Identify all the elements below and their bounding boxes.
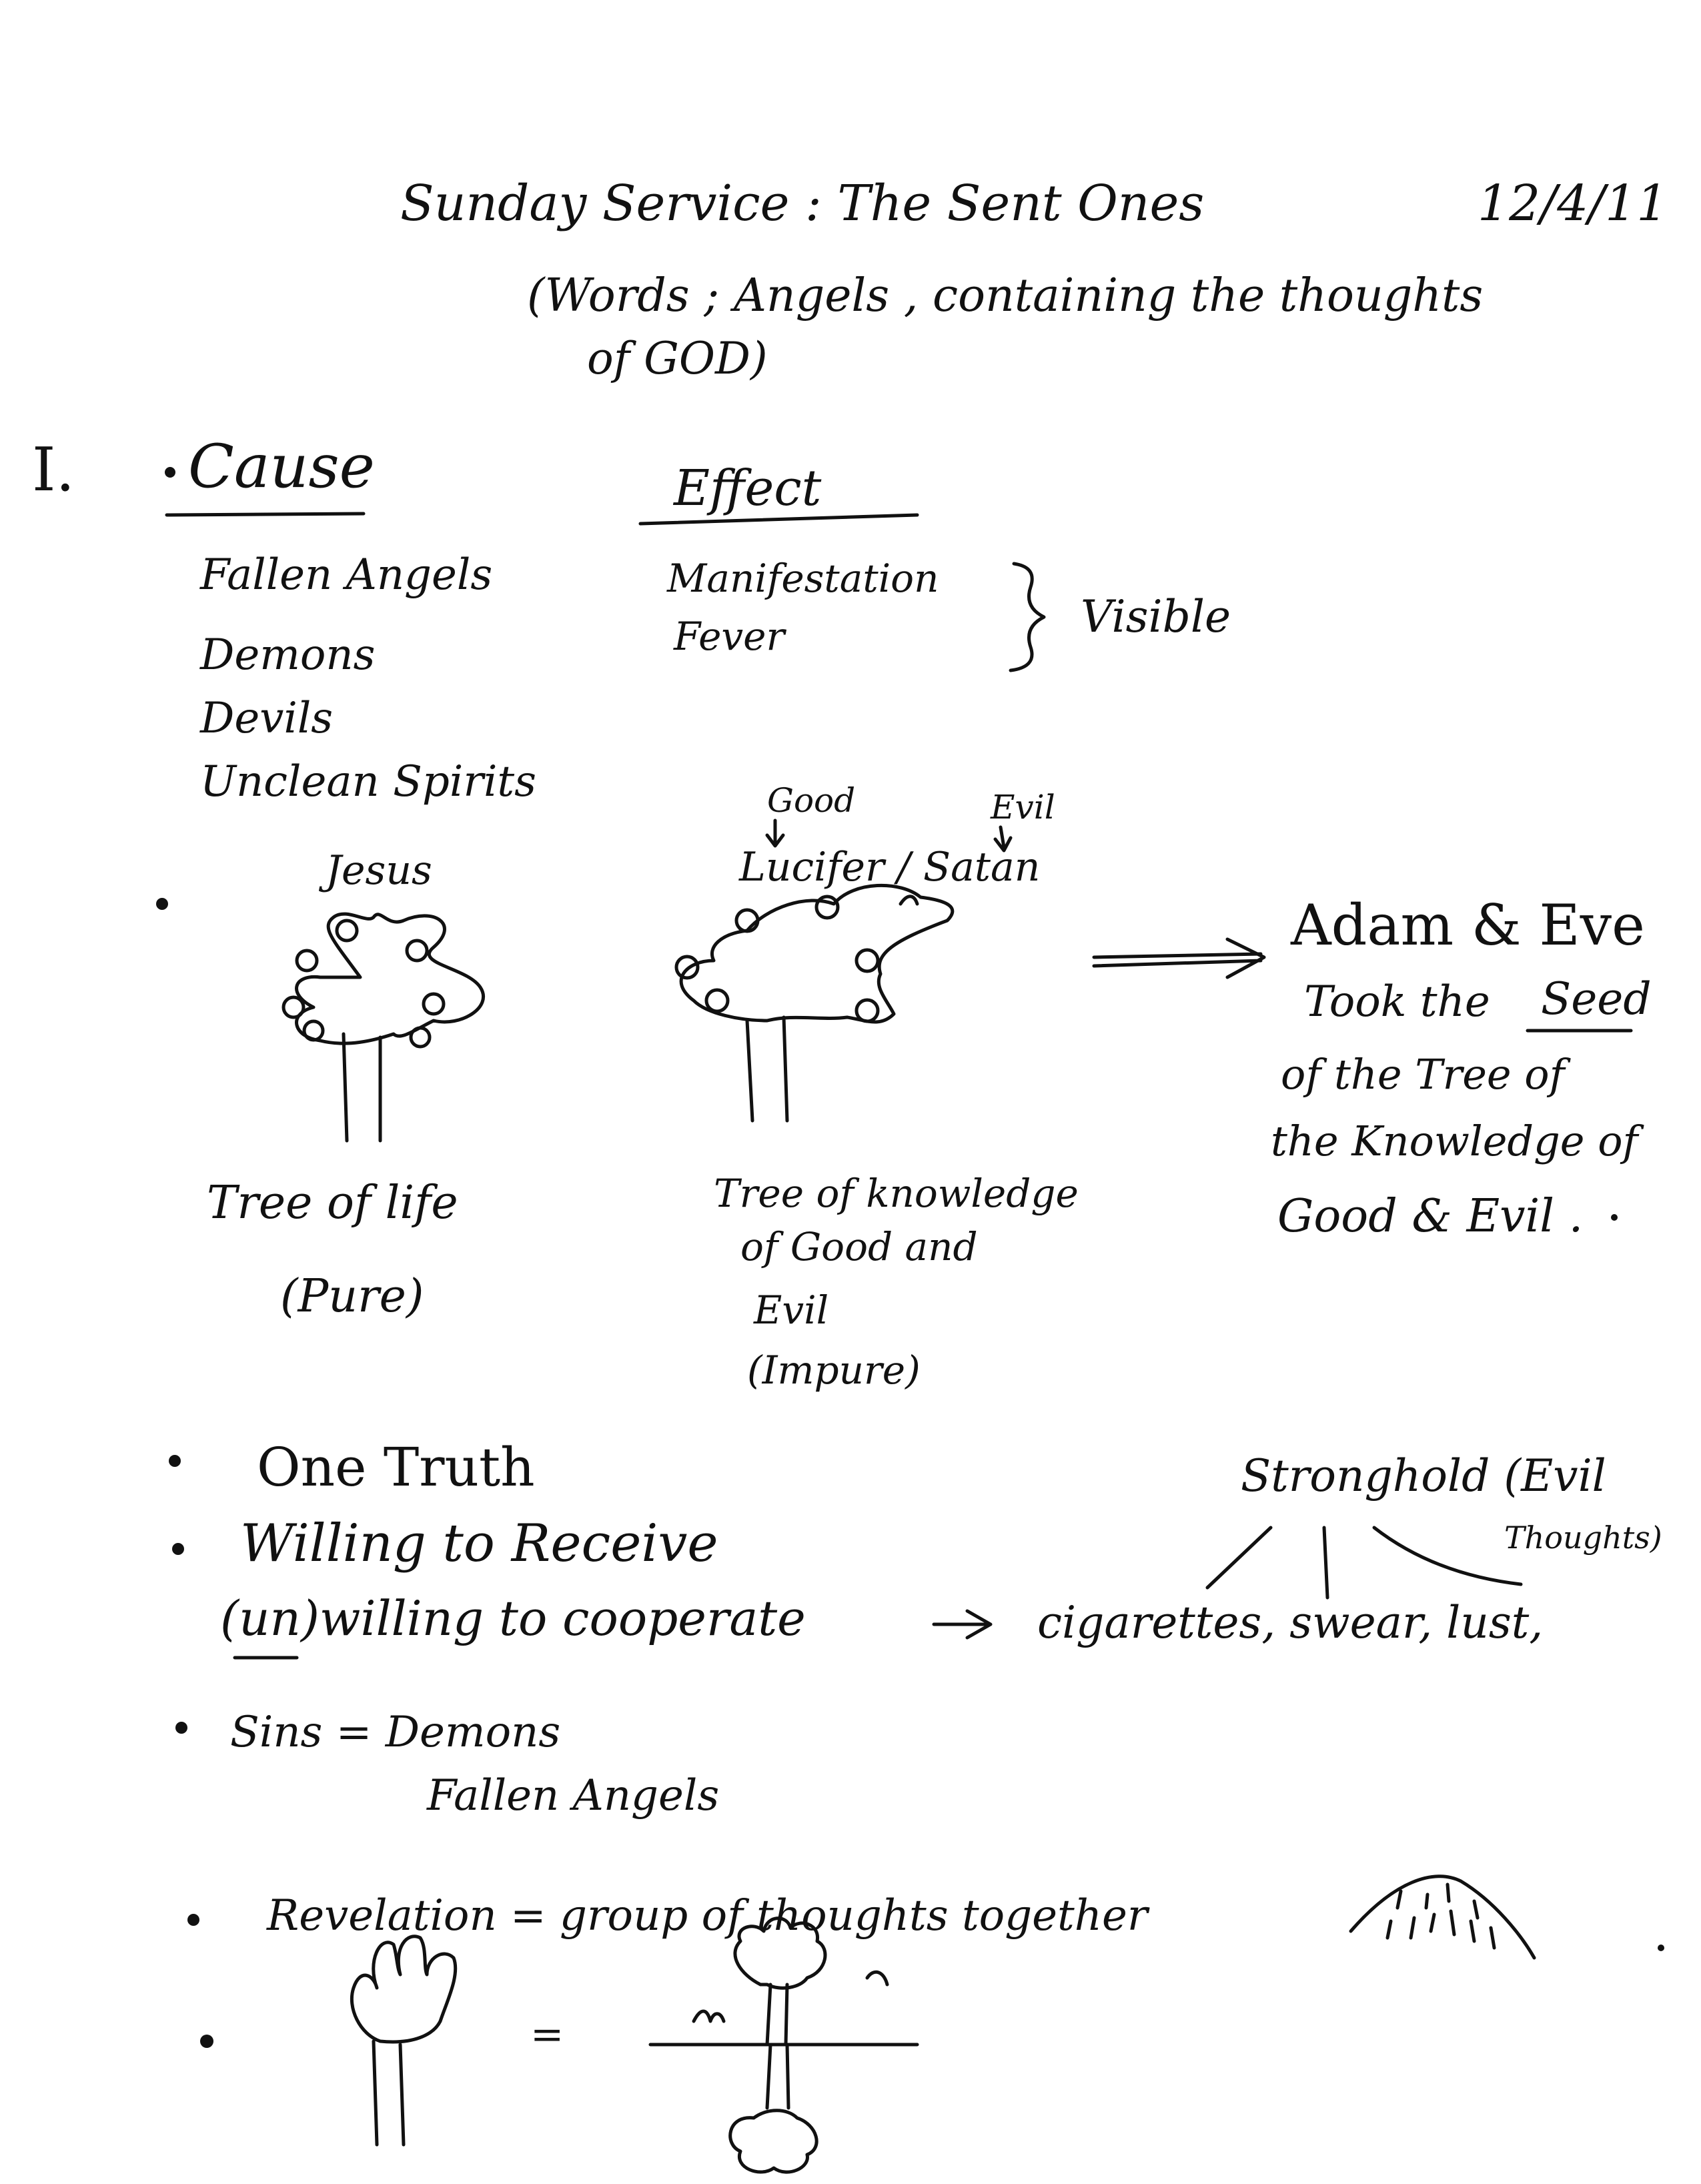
tree-of-life-icon xyxy=(284,914,484,1141)
equals-sign: = xyxy=(530,2011,564,2058)
cause-item-demons: Demons xyxy=(200,630,376,680)
page-subtitle-1: (Words ; Angels , containing the thoughts xyxy=(527,269,1484,322)
bullet-dot xyxy=(200,2035,213,2048)
cooperate-arrow-icon xyxy=(934,1611,991,1638)
cause-item-devils: Devils xyxy=(200,694,334,743)
sins-text: Sins = Demons xyxy=(230,1708,561,1757)
stronghold-thoughts: Thoughts) xyxy=(1504,1520,1662,1556)
stronghold-branch-middle xyxy=(1324,1528,1327,1598)
tree-of-life-caption: Tree of life xyxy=(207,1177,458,1229)
effect-item-manifestation: Manifestation xyxy=(667,556,939,601)
page-date: 12/4/11 xyxy=(1478,175,1668,232)
adam-eve-heading: Adam & Eve xyxy=(1291,893,1645,958)
bullet-dot xyxy=(172,1543,184,1555)
tree-knowledge-impure: (Impure) xyxy=(747,1347,921,1393)
adam-eve-line1a: Took the xyxy=(1304,977,1490,1027)
page-title: Sunday Service : The Sent Ones xyxy=(400,175,1205,232)
visible-brace-icon xyxy=(1011,564,1044,670)
page-subtitle-2: of GOD) xyxy=(587,333,768,384)
adam-eve-line2: of the Tree of xyxy=(1281,1050,1565,1099)
good-arrow-icon xyxy=(767,821,783,846)
tree-of-knowledge-icon xyxy=(676,885,953,1121)
revelation-mound-icon xyxy=(1351,1876,1534,1958)
effect-group-label: Visible xyxy=(1081,591,1231,642)
bullet-dot xyxy=(156,898,168,910)
unwilling-text: (un)willing to cooperate xyxy=(220,1590,806,1646)
tree-of-life-pure: (Pure) xyxy=(280,1270,424,1323)
good-label: Good xyxy=(767,781,856,820)
evil-label: Evil xyxy=(991,788,1055,827)
cause-item-fallen-angels: Fallen Angels xyxy=(200,550,493,600)
rooted-plant-icon xyxy=(650,1919,917,2173)
jesus-label: Jesus xyxy=(326,847,432,894)
evil-arrow-icon xyxy=(995,827,1011,851)
hand-tree-icon xyxy=(352,1937,455,2145)
sins-fallen-angels: Fallen Angels xyxy=(427,1771,720,1820)
cause-heading: Cause xyxy=(188,432,375,502)
willing-text: Willing to Receive xyxy=(240,1514,718,1574)
adam-eve-line3: the Knowledge of xyxy=(1271,1117,1638,1165)
adam-eve-line4: Good & Evil . xyxy=(1277,1190,1584,1243)
section-numeral: I. xyxy=(32,435,75,505)
tree-knowledge-caption-1: Tree of knowledge xyxy=(714,1171,1079,1216)
cause-underline xyxy=(167,514,364,515)
effect-heading: Effect xyxy=(674,460,822,517)
stray-mark xyxy=(1611,1214,1618,1221)
cause-item-unclean-spirits: Unclean Spirits xyxy=(200,757,536,806)
tree-knowledge-caption-2: of Good and xyxy=(740,1224,978,1269)
bullet-dot xyxy=(165,467,175,478)
stronghold-text: Stronghold (Evil xyxy=(1241,1450,1606,1502)
stray-mark xyxy=(1658,1945,1664,1951)
bullet-dot xyxy=(175,1722,187,1734)
stronghold-branch-left xyxy=(1207,1528,1271,1588)
bullet-dot xyxy=(169,1455,181,1467)
lucifer-satan-label: Lucifer / Satan xyxy=(739,844,1041,891)
revelation-text: Revelation = group of thoughts together xyxy=(267,1891,1148,1941)
stronghold-branch-right xyxy=(1374,1528,1521,1584)
stronghold-examples: cigarettes, swear, lust, xyxy=(1037,1597,1544,1648)
effect-item-fever: Fever xyxy=(674,614,785,659)
bullet-dot xyxy=(187,1914,199,1926)
effect-underline xyxy=(640,515,917,524)
one-truth-text: One Truth xyxy=(257,1436,535,1498)
tree-knowledge-caption-3: Evil xyxy=(754,1287,829,1333)
adam-eve-arrow-icon xyxy=(1094,939,1264,977)
adam-eve-seed: Seed xyxy=(1541,973,1652,1025)
